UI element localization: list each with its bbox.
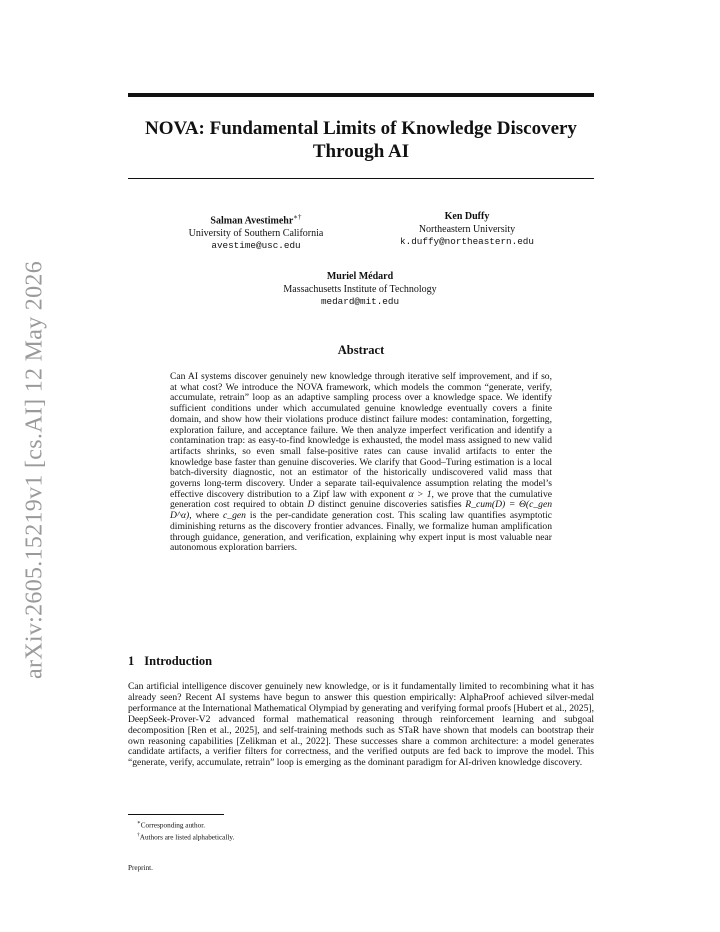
author-name: Salman Avestimehr — [210, 215, 294, 227]
d-symbol: D — [307, 499, 315, 511]
introduction-text: Can artificial intelligence discover genuinely new knowledge, or is it fundamentally limited to recombining what it has already seen? Recent AI systems have begun to answer this question empirically: AlphaProof achieved silver-medal performance at the International Mathematical Olympiad by generating and verifying formal proofs [Hubert et al., 2025], DeepSeek-Prover-V2 advanced formal mathematical reasoning through reinforcement learning and subgoal decomposition [Ren et al., 2025], and self-training methods such as STaR have shown that models can bootstrap their own reasoning capabilities [Zelikman et al., 2022]. These successes share a common architecture: a model generates candidate artifacts, a verifier filters for correctness, and the verified outputs are fed back to improve the model. This “generate, verify, accumulate, retrain” loop is emerging as the dominant paradigm for AI-driven knowledge discovery. — [128, 681, 594, 769]
section-heading — [128, 654, 212, 669]
arxiv-identifier-text: arXiv:2605.15219v1 [cs.AI] 12 May 2026 — [21, 260, 48, 680]
cost-formula: R_cum(D) = Θ(c_gen D^α) — [170, 499, 552, 522]
footnote-text: Corresponding author. — [140, 821, 206, 830]
author-email: k.duffy@northeastern.edu — [400, 236, 534, 247]
introduction-paragraph — [128, 682, 594, 769]
footnote-mark: ∗ — [137, 820, 141, 826]
author-block-3 — [260, 271, 460, 309]
cgen-symbol: c_gen — [223, 510, 246, 522]
section-title: Introduction — [144, 654, 213, 668]
footnote-1 — [137, 818, 234, 830]
author-name: Muriel Médard — [326, 271, 394, 282]
author-email: avestime@usc.edu — [211, 240, 301, 252]
footnote-rule — [128, 814, 224, 815]
author-footnote-mark: ∗† — [293, 213, 302, 221]
footnote-text: Authors are listed alphabetically. — [139, 833, 235, 842]
abstract-text-part-3: distinct genuine discoveries satisfies — [318, 499, 462, 511]
preprint-label: Preprint. — [128, 864, 153, 872]
author-block-1 — [176, 211, 336, 253]
title-top-rule — [128, 93, 594, 97]
abstract-text-part-4: , where — [189, 510, 220, 522]
section-number: 1 — [128, 654, 135, 668]
abstract-text-part-1: Can AI systems discover genuinely new knowledge through iterative self improvement, and if so, at what cost? We introduce the NOVA framework, which models the common “generate, verify, accumulate, retrain” loop as an adaptive sampling process over a knowledge space. We identify sufficient conditions under which accumulated genuine knowledge eventually covers a finite domain, and show how their violations produce distinct failure modes: contamination, forgetting, exploration failure, and acceptance failure. We then analyze imperfect verification and identify a contamination trap: as easy-to-find knowledge is exhausted, the model mass assigned to new valid artifacts shrinks, so even small false-positive rates can cause invalid artifacts to enter the knowledge base faster than genuine discoveries. We clarify that Good–Turing estimation is a local batch-diversity diagnostic, not an estimator of the historically undiscovered valid mass that governs long-term discovery. Under a separate tail-equivalence assumption relating the model’s effective discovery distribution to a Zipf law with exponent — [170, 371, 552, 500]
title-line-1: NOVA: Fundamental Limits of Knowledge Discovery — [145, 118, 577, 139]
title-bottom-rule — [128, 178, 594, 179]
author-name: Ken Duffy — [444, 211, 490, 222]
abstract-text-part-2: , we prove that the cumulative generation cost required to obtain — [170, 488, 552, 511]
abstract-text-part-5: is the per-candidate generation cost. This scaling law quantifies asymptotic diminishing returns as the discovery frontier advances. Finally, we formalize human amplification through guidance, generation, and verification, explaining why expert input is most valuable near autonomous exploration barriers. — [170, 510, 552, 554]
author-block-2 — [383, 211, 551, 249]
arxiv-identifier-stamp — [20, 260, 50, 680]
footnotes — [137, 818, 234, 843]
author-affiliation: Massachusetts Institute of Technology — [283, 283, 437, 295]
footnote-mark: † — [137, 832, 140, 839]
author-affiliation: Northeastern University — [418, 223, 516, 235]
abstract-text — [170, 372, 552, 554]
author-affiliation: University of Southern California — [188, 227, 324, 239]
footnote-2 — [137, 830, 234, 842]
alpha-condition: α > 1 — [408, 488, 432, 500]
abstract-heading: Abstract — [337, 343, 385, 357]
title-line-2: Through AI — [312, 141, 410, 162]
author-email: medard@mit.edu — [320, 296, 400, 307]
paper-title — [128, 117, 594, 163]
